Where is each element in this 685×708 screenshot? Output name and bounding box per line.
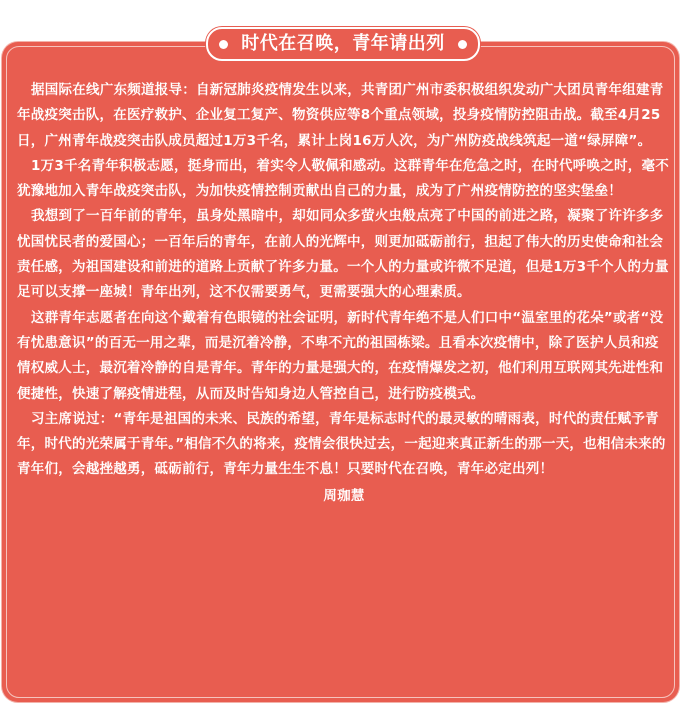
bullet-dot-icon xyxy=(458,40,467,49)
paragraph: 习主席说过：“青年是祖国的未来、民族的希望，青年是标志时代的最灵敏的晴雨表，时代的责任赋予青年，时代的光荣属于青年。”相信不久的将来，疫情会很快过去，一起迎来真正新生的那一天，也相信未来的青年们，会越挫越勇，砥砺前行，青年力量生生不息！只要时代在召唤，青年必定出列！ xyxy=(17,410,666,478)
title-pill xyxy=(206,27,480,61)
page-title: 时代在召唤，青年请出列 xyxy=(241,33,445,54)
article-body xyxy=(17,78,671,509)
author-name: 周珈慧 xyxy=(323,487,365,504)
paragraph: 据国际在线广东频道报导：自新冠肺炎疫情发生以来，共青团广州市委积极组织发动广大团员青年组建青年战疫突击队，在医疗救护、企业复工复产、物资供应等8个重点领域，投身疫情防控阻击战。截至4月25日，广州青年战疫突击队成员超过1万3千名，累计上岗16万人次，为广州防疫战线筑起一道“绿屏障”。 xyxy=(17,82,664,149)
paragraph: 1万3千名青年积极志愿，挺身而出，着实令人敬佩和感动。这群青年在危急之时，在时代呼唤之时，毫不犹豫地加入青年战疫突击队，为加快疫情控制贡献出自己的力量，成为了广州疫情防控的坚实堡垒！ xyxy=(17,157,670,200)
paragraph: 这群青年志愿者在向这个戴着有色眼镜的社会证明，新时代青年绝不是人们口中“温室里的花朵”或者“没有忧患意识”的百无一用之辈，而是沉着冷静，不卑不亢的祖国栋梁。且看本次疫情中，除了医护人员和疫情权威人士，最沉着冷静的自是青年。青年的力量是强大的，在疫情爆发之初，他们利用互联网其先进性和便捷性，快速了解疫情进程，从而及时告知身边人管控自己，进行防疫模式。 xyxy=(17,309,664,402)
paragraph: 我想到了一百年前的青年，虽身处黑暗中，却如同众多萤火虫般点亮了中国的前进之路，凝聚了许许多多忧国忧民者的爱国心；一百年后的青年，在前人的光辉中，则更加砥砺前行，担起了伟大的历史使命和社会责任感，为祖国建设和前进的道路上贡献了许多力量。一个人的力量或许微不足道，但是1万3千个人的力量足可以支撑一座城！青年出列，这不仅需要勇气，更需要强大的心理素质。 xyxy=(17,208,669,301)
title-banner xyxy=(206,27,480,61)
